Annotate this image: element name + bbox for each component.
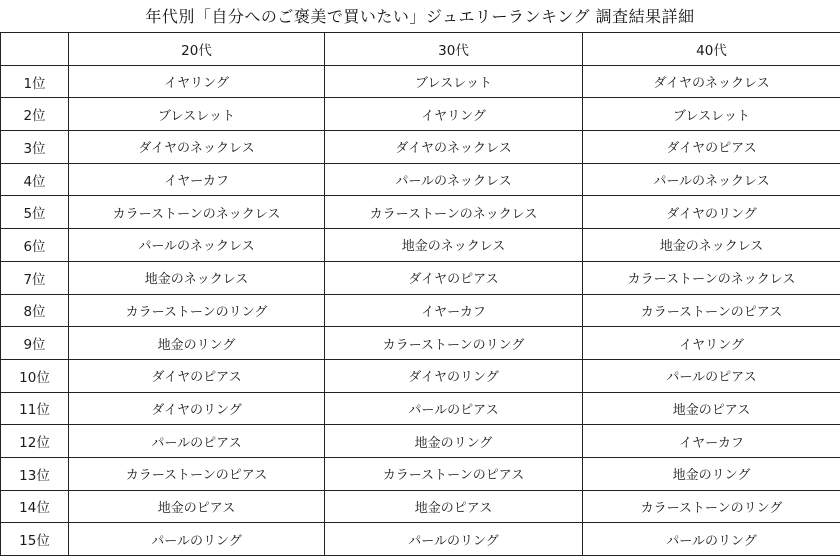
cell-30s: パールのネックレス: [325, 163, 583, 196]
cell-20s: ブレスレット: [69, 98, 325, 131]
cell-20s: ダイヤのピアス: [69, 359, 325, 392]
cell-40s: カラーストーンのネックレス: [583, 261, 840, 294]
table-row: [1, 196, 840, 229]
cell-30s: カラーストーンのリング: [325, 327, 583, 360]
cell-30s: 地金のネックレス: [325, 229, 583, 262]
table-body: [1, 65, 840, 555]
rank-cell: 1位: [1, 65, 69, 98]
cell-40s: ブレスレット: [583, 98, 840, 131]
table-row: [1, 163, 840, 196]
cell-40s: 地金のピアス: [583, 392, 840, 425]
ranking-table: [0, 32, 840, 556]
table-row: [1, 392, 840, 425]
cell-40s: カラーストーンのリング: [583, 490, 840, 523]
cell-40s: 地金のリング: [583, 457, 840, 490]
rank-cell: 2位: [1, 98, 69, 131]
cell-20s: パールのリング: [69, 523, 325, 556]
cell-20s: パールのネックレス: [69, 229, 325, 262]
cell-20s: ダイヤのリング: [69, 392, 325, 425]
cell-40s: 地金のネックレス: [583, 229, 840, 262]
cell-30s: ダイヤのピアス: [325, 261, 583, 294]
header-corner-cell: [1, 33, 69, 66]
rank-cell: 13位: [1, 457, 69, 490]
cell-30s: イヤリング: [325, 98, 583, 131]
cell-30s: イヤーカフ: [325, 294, 583, 327]
cell-40s: パールのリング: [583, 523, 840, 556]
cell-30s: ダイヤのリング: [325, 359, 583, 392]
cell-20s: パールのピアス: [69, 425, 325, 458]
rank-cell: 9位: [1, 327, 69, 360]
rank-cell: 12位: [1, 425, 69, 458]
rank-cell: 14位: [1, 490, 69, 523]
table-row: [1, 65, 840, 98]
cell-20s: 地金のリング: [69, 327, 325, 360]
table-row: [1, 425, 840, 458]
header-40s: 40代: [583, 33, 840, 66]
cell-30s: パールのリング: [325, 523, 583, 556]
header-row: [1, 33, 840, 66]
page-title: 年代別「自分へのご褒美で買いたい」ジュエリーランキング 調査結果詳細: [145, 7, 695, 26]
rank-cell: 3位: [1, 131, 69, 164]
rank-cell: 7位: [1, 261, 69, 294]
cell-20s: カラーストーンのネックレス: [69, 196, 325, 229]
header-20s: 20代: [69, 33, 325, 66]
table-row: [1, 131, 840, 164]
cell-30s: カラーストーンのネックレス: [325, 196, 583, 229]
cell-20s: イヤリング: [69, 65, 325, 98]
cell-20s: 地金のピアス: [69, 490, 325, 523]
cell-40s: ダイヤのネックレス: [583, 65, 840, 98]
cell-40s: ダイヤのピアス: [583, 131, 840, 164]
header-30s: 30代: [325, 33, 583, 66]
cell-20s: カラーストーンのピアス: [69, 457, 325, 490]
cell-30s: カラーストーンのピアス: [325, 457, 583, 490]
table-row: [1, 98, 840, 131]
table-row: [1, 327, 840, 360]
table-row: [1, 523, 840, 556]
table-row: [1, 490, 840, 523]
rank-cell: 8位: [1, 294, 69, 327]
cell-40s: カラーストーンのピアス: [583, 294, 840, 327]
table-row: [1, 261, 840, 294]
cell-30s: ダイヤのネックレス: [325, 131, 583, 164]
cell-40s: ダイヤのリング: [583, 196, 840, 229]
cell-20s: ダイヤのネックレス: [69, 131, 325, 164]
cell-20s: イヤーカフ: [69, 163, 325, 196]
cell-30s: 地金のピアス: [325, 490, 583, 523]
cell-30s: 地金のリング: [325, 425, 583, 458]
table-row: [1, 229, 840, 262]
rank-cell: 4位: [1, 163, 69, 196]
cell-30s: パールのピアス: [325, 392, 583, 425]
cell-40s: パールのピアス: [583, 359, 840, 392]
cell-20s: カラーストーンのリング: [69, 294, 325, 327]
table-row: [1, 457, 840, 490]
cell-40s: パールのネックレス: [583, 163, 840, 196]
rank-cell: 10位: [1, 359, 69, 392]
cell-20s: 地金のネックレス: [69, 261, 325, 294]
rank-cell: 11位: [1, 392, 69, 425]
table-row: [1, 294, 840, 327]
rank-cell: 5位: [1, 196, 69, 229]
rank-cell: 6位: [1, 229, 69, 262]
rank-cell: 15位: [1, 523, 69, 556]
cell-40s: イヤーカフ: [583, 425, 840, 458]
table-header: [1, 33, 840, 66]
table-row: [1, 359, 840, 392]
cell-40s: イヤリング: [583, 327, 840, 360]
cell-30s: ブレスレット: [325, 65, 583, 98]
